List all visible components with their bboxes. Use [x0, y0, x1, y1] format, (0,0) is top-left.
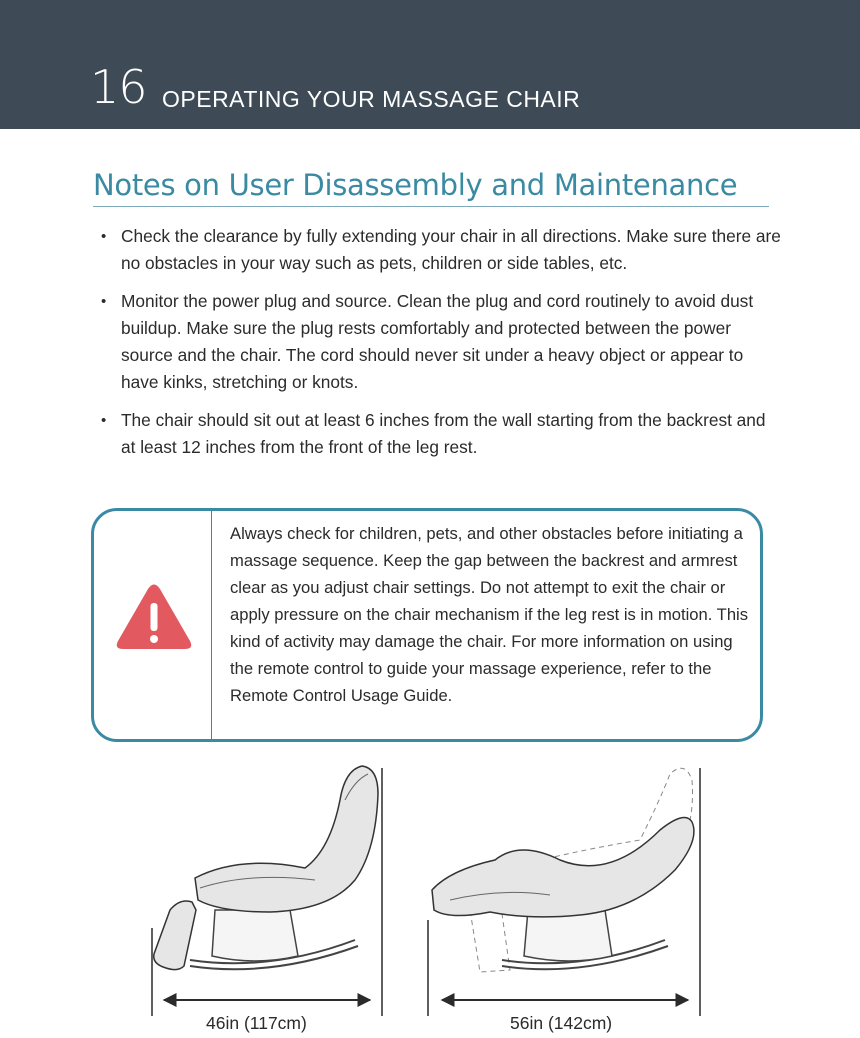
section-title: Notes on User Disassembly and Maintenance — [93, 168, 738, 202]
warning-divider — [211, 511, 212, 739]
upright-width-label: 46in (117cm) — [206, 1013, 307, 1033]
bullet-marker: • — [101, 293, 107, 310]
page-header — [0, 0, 860, 129]
list-item-text: The chair should sit out at least 6 inches from the wall starting from the backrest and at least 12 inches from the front of the leg rest. — [121, 410, 766, 457]
list-item — [101, 223, 781, 277]
reclined-chair-illustration — [428, 768, 700, 1016]
warning-callout — [91, 508, 763, 742]
list-item — [101, 407, 781, 461]
chapter-title: OPERATING YOUR MASSAGE CHAIR — [162, 86, 581, 112]
list-item — [101, 288, 781, 396]
warning-triangle-icon — [114, 581, 194, 653]
upright-chair-illustration — [152, 766, 382, 1016]
list-item-text: Check the clearance by fully extending your chair in all directions. Make sure there are no obstacles in your way such as pets, children or side tables, etc. — [121, 226, 781, 273]
bullet-marker: • — [101, 412, 107, 429]
list-item-text: Monitor the power plug and source. Clean the plug and cord routinely to avoid dust buildup. Make sure the plug rests comfortably and protected between the power source and the chair. The cord should never sit under a heavy object or appear to have kinks, stretching or knots. — [121, 291, 754, 392]
reclined-width-label: 56in (142cm) — [510, 1013, 613, 1033]
maintenance-notes-list — [101, 223, 781, 472]
bullet-marker: • — [101, 228, 107, 245]
page-number: 16 — [90, 60, 147, 114]
warning-text: Always check for children, pets, and other obstacles before initiating a massage sequence. Keep the gap between the backrest and armrest clear as you adjust chair settings. Do not attempt to exit the chair or apply pressure on the chair mechanism if the leg rest is in motion. This kind of activity may damage the chair. For more information on using the remote control to guide your massage experience, refer to the Remote Control Usage Guide. — [230, 524, 749, 705]
title-divider — [93, 206, 769, 207]
clearance-diagram — [140, 760, 720, 1030]
